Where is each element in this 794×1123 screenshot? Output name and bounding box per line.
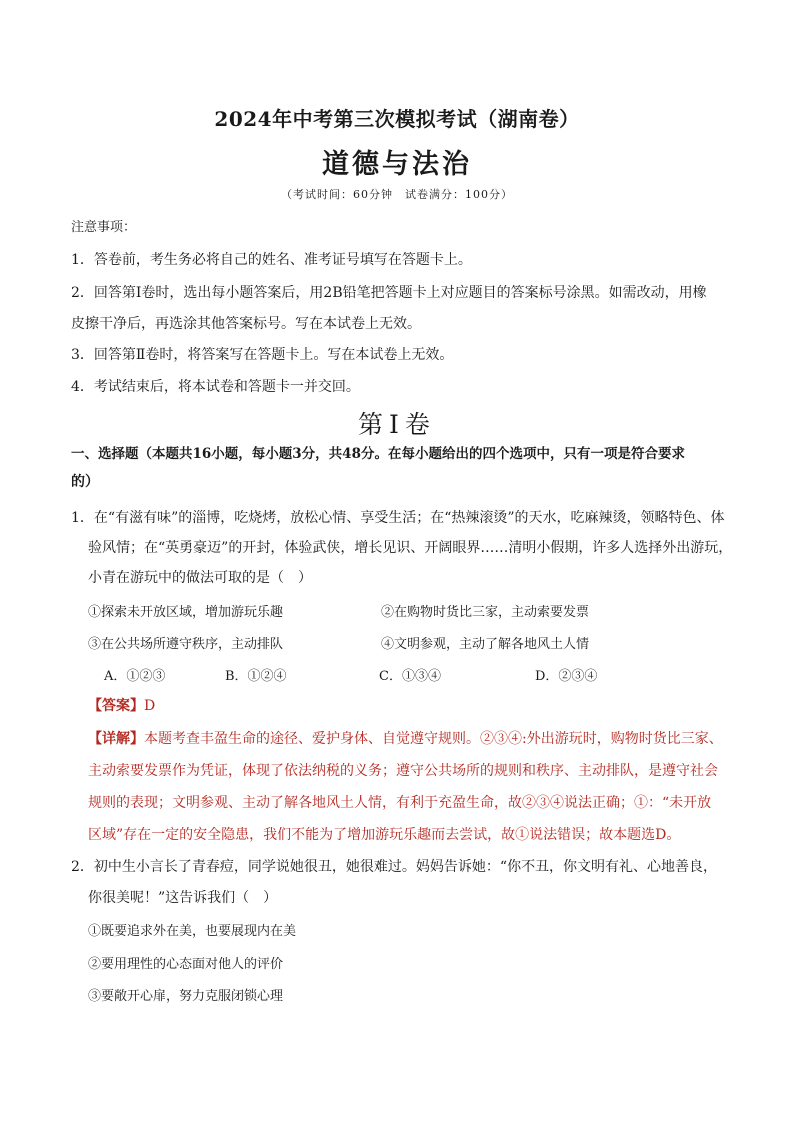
note-item-4: 4．考试结束后，将本试卷和答题卡一并交回。	[71, 379, 360, 395]
q2-stem-line-2: 你很美呢！”这告诉我们（ ）	[88, 890, 278, 906]
exam-title: 2024年中考第三次模拟考试（湖南卷）	[214, 107, 580, 131]
q1-answer	[88, 696, 155, 716]
subject-title: 道德与法治	[322, 149, 472, 180]
q1-analysis-line-4: 区域”存在一定的安全隐患，我们不能为了增加游玩乐趣而去尝试，故①说法错误；故本题选D。	[88, 827, 681, 843]
q2-statement-2: ②要用理性的心态面对他人的评价	[88, 957, 284, 972]
note-item-1: 1．答卷前，考生务必将自己的姓名、准考证号填写在答题卡上。	[71, 252, 472, 268]
analysis-label: 【详解】	[88, 731, 144, 747]
answer-label: 【答案】	[88, 698, 144, 714]
section-instruction-cont: 的）	[71, 474, 99, 490]
analysis-text-1: 本题考查丰盈生命的途径、爱护身体、自觉遵守规则。②③④:外出游玩时，购物时货比三家、	[144, 731, 723, 747]
section-title: 第Ⅰ卷	[358, 410, 436, 439]
q1-statement-2: ②在购物时货比三家，主动索要发票	[381, 605, 590, 620]
exam-meta: （考试时间：60分钟 试卷满分：100分）	[281, 188, 513, 201]
notes-heading: 注意事项：	[71, 220, 137, 235]
q1-stem-line-3: 小青在游玩中的做法可取的是（ ）	[88, 570, 312, 586]
q2-stem-line-1: 2．初中生小言长了青春痘，同学说她很丑，她很难过。妈妈告诉她：“你不丑，你文明有礼、心地善良，	[71, 859, 718, 875]
q2-statement-3: ③要敞开心扉，努力克服闭锁心理	[88, 989, 284, 1004]
q1-choice-c: C．①③④	[379, 669, 441, 684]
note-item-2-cont: 皮擦干净后，再选涂其他答案标号。写在本试卷上无效。	[71, 316, 421, 332]
q1-analysis-line-3: 规则的表现；文明参观、主动了解各地风土人情，有利于充盈生命，故②③④说法正确；①：“未开放	[88, 795, 712, 811]
note-item-2: 2．回答第Ⅰ卷时，选出每小题答案后，用2B铅笔把答题卡上对应题目的答案标号涂黑。如需改动，用橡	[71, 285, 707, 301]
q1-statement-1: ①探索未开放区域，增加游玩乐趣	[88, 605, 284, 620]
q1-statement-4: ④文明参观，主动了解各地风土人情	[381, 637, 590, 652]
q1-choice-d: D．②③④	[535, 669, 598, 684]
section-instruction: 一、选择题（本题共16小题，每小题3分，共48分。在每小题给出的四个选项中，只有一项是符合要求	[71, 446, 685, 462]
answer-value: D	[144, 698, 156, 714]
q2-statement-1: ①既要追求外在美，也要展现内在美	[88, 924, 297, 939]
q1-analysis-line-2: 主动索要发票作为凭证，体现了依法纳税的义务；遵守公共场所的规则和秩序、主动排队，是遵守社会	[88, 763, 718, 779]
q1-choice-a: A．①②③	[104, 669, 166, 684]
q1-stem-line-1: 1．在“有滋有味”的淄博，吃烧烤，放松心情、享受生活；在“热辣滚烫”的天水，吃麻辣烫，领略特色、体	[71, 510, 725, 526]
q1-statement-3: ③在公共场所遵守秩序，主动排队	[88, 637, 284, 652]
note-item-3: 3．回答第Ⅱ卷时，将答案写在答题卡上。写在本试卷上无效。	[71, 347, 454, 363]
q1-choice-b: B．①②④	[225, 669, 287, 684]
q1-analysis-line-1	[88, 729, 723, 749]
q1-stem-line-2: 验风情；在“英勇豪迈”的开封，体验武侠，增长见识、开阔眼界……清明小假期，许多人选择外出游玩，	[88, 540, 733, 556]
